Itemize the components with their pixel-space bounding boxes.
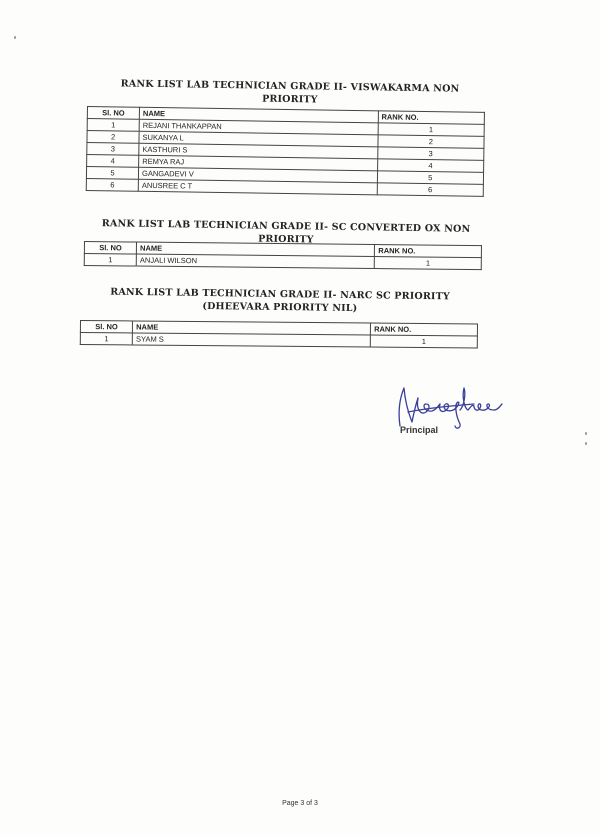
table-row xyxy=(80,333,477,348)
section-title-viswakarma: RANK LIST LAB TECHNICIAN GRADE II- VISWAKARMA NON PRIORITY xyxy=(120,78,460,106)
cell-sl-no: 4 xyxy=(87,155,139,168)
cell-name: SUKANYA L xyxy=(139,131,378,147)
cell-name: KASTHURI S xyxy=(139,143,378,159)
rank-table-sc-converted xyxy=(84,241,482,270)
cell-rank: 5 xyxy=(377,171,484,185)
cell-sl-no: 1 xyxy=(87,119,139,132)
cell-sl-no: 6 xyxy=(86,178,138,191)
cell-rank: 4 xyxy=(377,159,484,173)
cell-sl-no: 3 xyxy=(87,143,139,156)
signature-stroke xyxy=(399,388,418,426)
principal-signature xyxy=(378,382,508,442)
column-header-rank: RANK NO. xyxy=(378,111,485,125)
cell-rank: 1 xyxy=(370,335,477,348)
column-header-rank: RANK NO. xyxy=(375,245,482,258)
principal-label: Principal xyxy=(400,425,439,435)
column-header-sl-no: Sl. NO xyxy=(84,242,136,255)
rank-table-narc-sc xyxy=(80,320,478,348)
cell-name: REMYA RAJ xyxy=(139,155,378,171)
scan-mark xyxy=(585,442,587,445)
cell-name: ANJALI WILSON xyxy=(136,254,374,268)
cell-sl-no: 1 xyxy=(84,254,136,267)
cell-name: ANUSREE C T xyxy=(138,179,377,195)
section-title-sc-converted: RANK LIST LAB TECHNICIAN GRADE II- SC CONVERTED OX NON PRIORITY xyxy=(101,218,471,246)
column-header-name: NAME xyxy=(133,321,371,335)
cell-sl-no: 5 xyxy=(86,167,138,180)
page-number: Page 3 of 3 xyxy=(282,800,318,807)
cell-rank: 6 xyxy=(377,183,484,197)
column-header-name: NAME xyxy=(136,242,374,256)
section-title-narc-sc: RANK LIST LAB TECHNICIAN GRADE II- NARC SC PRIORITY (DHEEVARA PRIORITY NIL) xyxy=(110,286,450,315)
cell-name: SYAM S xyxy=(132,333,370,347)
cell-name: GANGADEVI V xyxy=(138,167,377,183)
rank-table-viswakarma xyxy=(86,106,485,197)
signature-stroke xyxy=(460,388,502,410)
cell-name: REJANI THANKAPPAN xyxy=(139,119,378,135)
scan-mark xyxy=(14,36,16,39)
cell-rank: 3 xyxy=(377,147,484,161)
signature-stroke xyxy=(417,398,440,413)
column-header-sl-no: Sl. NO xyxy=(87,107,139,120)
column-header-rank: RANK NO. xyxy=(371,323,478,336)
cell-rank: 1 xyxy=(375,257,482,270)
cell-rank: 1 xyxy=(378,123,485,137)
scan-mark xyxy=(585,432,587,435)
column-header-sl-no: Sl. NO xyxy=(80,321,132,333)
cell-sl-no: 2 xyxy=(87,131,139,144)
cell-rank: 2 xyxy=(378,135,485,149)
column-header-name: NAME xyxy=(139,107,378,123)
cell-sl-no: 1 xyxy=(80,333,132,345)
